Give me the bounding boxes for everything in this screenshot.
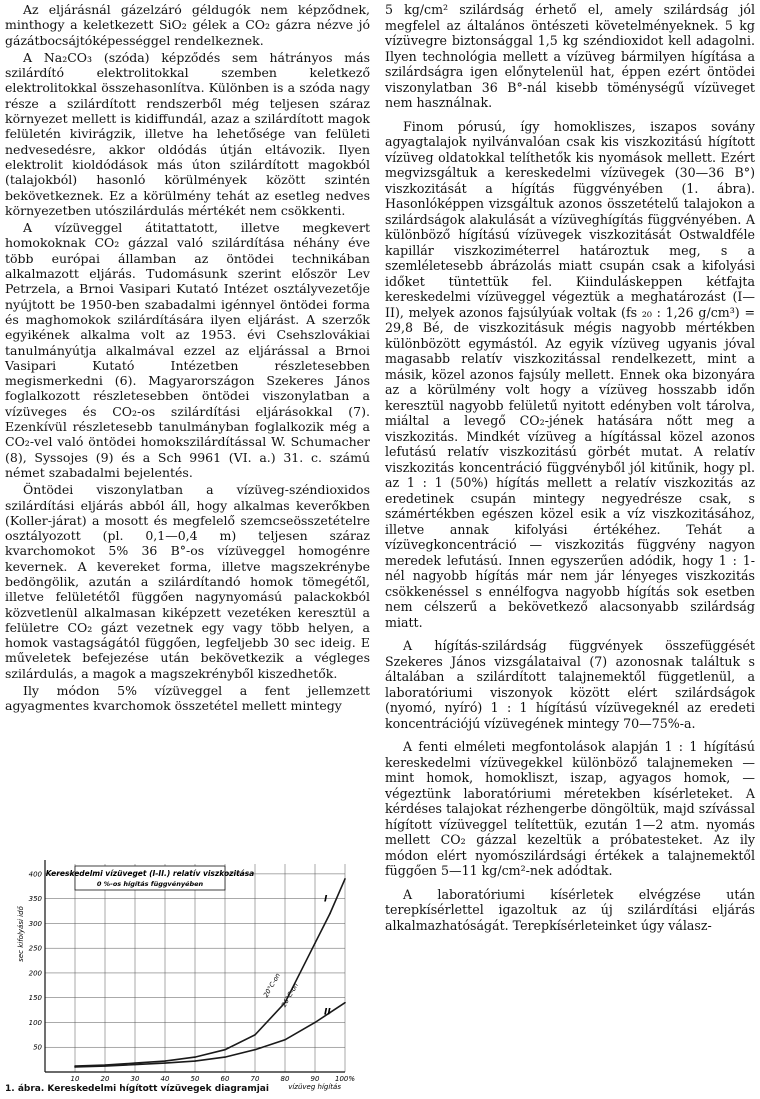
data-point xyxy=(224,1049,226,1051)
data-point xyxy=(284,1039,286,1041)
data-point xyxy=(194,1056,196,1058)
y-tick-label: 300 xyxy=(28,919,42,928)
legend-title-line2: 0 %-os hígítás függvényében xyxy=(96,880,204,888)
paragraph: A vízüveggel átitattatott, illetve megkevert homokoknak CO₂ gázzal való szilárdítása néhány éve több európai államban az öntödei technikában alkalmazott eljárás. Tudomásunk szerint először Lev Petrzela, a Brnoi Vasipari Kutató Intézet osztályvezetője nyújtott be 1950-ben szabadalmi igénnyel öntödei forma és maghomokok szilárdítására ilyen eljárást. A szerzők egyikének alkalma volt az 1953. évi Csehszlovákiai tanulmányútja alkalmával ezzel az eljárással a Brnoi Vasipari Kutató Intézetben részletesebben megismerkedni (6). Magyarországon Szekeres János foglalkozott részletesebben öntödei viszonylatban a vízüveges és CO₂-os szilárdítási eljárásokkal (7). Ezenkívül részletesebb tanulmányban foglalkozik még a CO₂-vel való öntödei homokszilárdítással W. Schumacher (8), Syssojes (9) és a Sch 9961 (VI. a.) 31. c. számú német szabadalmi bejelentés. xyxy=(5,220,370,480)
y-tick-label: 250 xyxy=(28,944,42,953)
paragraph: A fenti elméleti megfontolások alapján 1 : 1 hígítású kereskedelmi vízüvegekkel különböző talajnemeken — mint homok, homokliszt, iszap, agyagos homok, — végeztünk laboratóriumi méretekben kísérleteket. A kérdéses talajokat rézhengerbe döngöltük, majd szívással hígított vízüveggel telítettük, ezután 1—2 atm. nyomás mellett CO₂ gázzal kezeltük a próbatesteket. Az ily módon elért nyomószilárdsági értékek a talajnemektől függően 5—11 kg/cm²-nek adódtak. xyxy=(385,739,755,878)
paragraph: Az eljárásnál gázelzáró géldugók nem képződnek, minthogy a keletkezett SiO₂ gélek a CO₂ gázra nézve jó gázátbocsájtóképességgel rendelkeznek. xyxy=(5,2,370,48)
x-tick-label: 100% xyxy=(334,1075,356,1083)
y-tick-label: 200 xyxy=(28,969,42,978)
series-label: I xyxy=(324,894,328,905)
data-point xyxy=(224,1056,226,1058)
data-point xyxy=(104,1065,106,1067)
x-tick-label: 20 xyxy=(100,1075,110,1083)
data-point xyxy=(164,1060,166,1062)
series-label: II xyxy=(324,1007,331,1018)
paragraph: Ily módon 5% vízüveggel a fent jellemzett agyagmentes kvarchomok összetétel mellett mintegy xyxy=(5,683,370,714)
paragraph: A Na₂CO₃ (szóda) képződés sem hátrányos más szilárdító elektrolitokkal szemben keletkező elektrolitokkal összehasonlítva. Különben is a szóda nagy része a szilárdított rendszerből még teljesen száraz környezet mellett is kidiffundál, azaz a szilárdított magok felületén kivirágzik, illetve ha lehetősége van felületi nedvesedésre, akkor oldódás útján eltávozik. Ilyen elektrolit kioldódások más úton szilárdított magokból (talajokból) hasonló körülmények között szintén bekövetkeznek. Ez a körülmény tehát az esetleg nedves környezetben utószilárdulás mértékét nem csökkenti. xyxy=(5,49,370,218)
y-tick-label: 400 xyxy=(28,870,42,879)
paragraph: Finom pórusú, így homokliszes, iszapos sovány agyagtalajok nyilvánvalóan csak kis viszkozitású hígított vízüveg oldatokkal telíthetők kis nyomások mellett. Ezért megvizsgáltuk a kereskedelmi vízüvegek (30—36 B°) viszkozitását a hígítás függvényében (1. ábra). Hasonlóképpen vizsgáltuk azonos összetételű talajokon a szilárdságok alakulását a vízüveghígítás függvényében. A különböző hígítású vízüvegek viszkozitását Ostwaldféle kapillár viszkoziméterrel határoztuk meg, s a szemléletesebb ábrázolás miatt csupán csak a kifolyási időket tüntettük fel. Kiinduláskeppen kétfajta kereskedelmi vízüveggel végeztük a meghatározást (I—II), melyek azonos fajsúlyúak voltak (fs ₂₀ : 1,26 g/cm³) = 29,8 Bé, de viszkozitásuk mégis nagyobb mértékben különbözött egymástól. Az egyik vízüveg ugyanis jóval magasabb relatív viszkozitással rendelkezett, mint a másik, közel azonos fajsúly mellett. Ennek oka bizonyára az a körülmény volt hogy a vízüveg hosszabb időn keresztül nagyobb felületű nyitott edényben volt tárolva, miáltal a levegő CO₂-jének hatására nőtt meg a viszkozitás. Mindkét vízüveg a hígítással közel azonos lefutású relatív viszkozitású görbét mutat. A relatív viszkozitás koncentráció függvényből jól kitűnik, hogy pl. az 1 : 1 (50%) hígítás mellett a relatív viszkozitás az eredetinek csupán mintegy negyedrésze csak, s számértékben egészen közel esik a víz viszkozitásához, illetve annak kifolyási értékéhez. Tehát a vízüvegkoncentráció — viszkozitás függvény nagyon meredek lefutású. Innen egyszerűen adódik, hogy 1 : 1-nél nagyobb hígítás már nem jár lényeges viszkozitás csökkenéssel s ennélfogva nagyobb hígítás sok esetben nem célszerű a bekövetkező alacsonyabb szilárdság miatt. xyxy=(385,118,755,630)
x-tick-label: 10 xyxy=(70,1075,80,1083)
y-tick-label: 350 xyxy=(28,895,42,904)
x-tick-label: 60 xyxy=(220,1075,230,1083)
y-tick-label: 100 xyxy=(28,1018,42,1027)
data-point xyxy=(344,878,346,880)
paragraph: A hígítás-szilárdság függvények összefüggését Szekeres János vizsgálataival (7) azonosnak találtuk s általában a szilárdított talajnemektől függetlenül, a laboratóriumi viszonyok között elért szilárdságok (nyomó, nyíró) 1 : 1 hígítású vízüvegeknél az eredeti koncentrációjú vízüvegének mintegy 70—75%-a. xyxy=(385,638,755,731)
paragraph: 5 kg/cm² szilárdság érhető el, amely szilárdság jól megfelel az általános öntészeti követelményeknek. 5 kg vízüvegre biztonsággal 1,5 kg széndioxidot kell adagolni. Ilyen technológia mellett a vízüveg bármilyen hígítása a szilárdságra igen előnytelenül hat, éppen ezért öntödei viszonylatban 36 B°-nál kisebb töménységű vízüveget nem használnak. xyxy=(385,2,755,110)
paragraph: Öntödei viszonylatban a vízüveg-széndioxidos szilárdítási eljárás abból áll, hogy alkalmas keverőkben (Koller-járat) a mosott és megfelelő szemcseösszetételre osztályozott (pl. 0,1—0,4 m) teljesen száraz kvarchomokot 5% 36 B°-os vízüveggel homogénre kevernek. A kevereket forma, illetve magszekrénybe bedöngölik, azután a szilárdítandó homok tömegétől, illetve felületétől függően nagynyomású palackokból közvetlenül alkalmasan kiképzett vezetéken keresztül a felületre CO₂ gázt vezetnek egy vagy több helyen, a homok vastagságától függően, legfeljebb 30 sec ideig. E műveletek befejezése után bekövetkezik a végleges szilárdulás, a magok a magszekrényből kiszedhetők. xyxy=(5,482,370,681)
data-point xyxy=(194,1060,196,1062)
series-line-I xyxy=(75,879,345,1066)
figure-caption: 1. ábra. Kereskedelmi hígított vízüvegek diagramjai xyxy=(5,1084,269,1094)
data-point xyxy=(254,1049,256,1051)
x-tick-label: 90 xyxy=(310,1075,320,1083)
x-tick-label: 70 xyxy=(250,1075,260,1083)
y-axis-label: sec kifolyási idő xyxy=(17,906,25,962)
data-point xyxy=(314,1022,316,1024)
series-line-II xyxy=(75,1003,345,1067)
data-point xyxy=(134,1064,136,1066)
data-point xyxy=(74,1066,76,1068)
data-point xyxy=(164,1062,166,1064)
right-column xyxy=(385,2,755,933)
paragraph: A laboratóriumi kísérletek elvégzése után terepkísérlettel igazoltuk az új szilárdítási eljárás alkalmazhatóságát. Terepkísérleteinket úgy válasz- xyxy=(385,886,755,933)
x-tick-label: 40 xyxy=(160,1075,170,1083)
legend-title-line1: Kereskedelmi vízüveget (I-II.) relatív viszkozitása xyxy=(45,869,255,878)
x-axis-label: vízüveg hígítás xyxy=(288,1083,341,1091)
left-column xyxy=(5,2,370,714)
data-point xyxy=(344,1002,346,1004)
figure xyxy=(5,844,370,1099)
data-point xyxy=(314,942,316,944)
curve-label: 26°C-on xyxy=(279,981,300,1009)
x-tick-label: 30 xyxy=(130,1075,140,1083)
x-tick-label: 80 xyxy=(280,1075,290,1083)
x-tick-label: 50 xyxy=(190,1075,200,1083)
data-point xyxy=(329,913,331,915)
data-point xyxy=(254,1034,256,1036)
data-point xyxy=(134,1062,136,1064)
y-tick-label: 150 xyxy=(28,994,42,1003)
y-tick-label: 50 xyxy=(33,1043,42,1052)
curve-label: 20°C-on xyxy=(261,971,282,999)
